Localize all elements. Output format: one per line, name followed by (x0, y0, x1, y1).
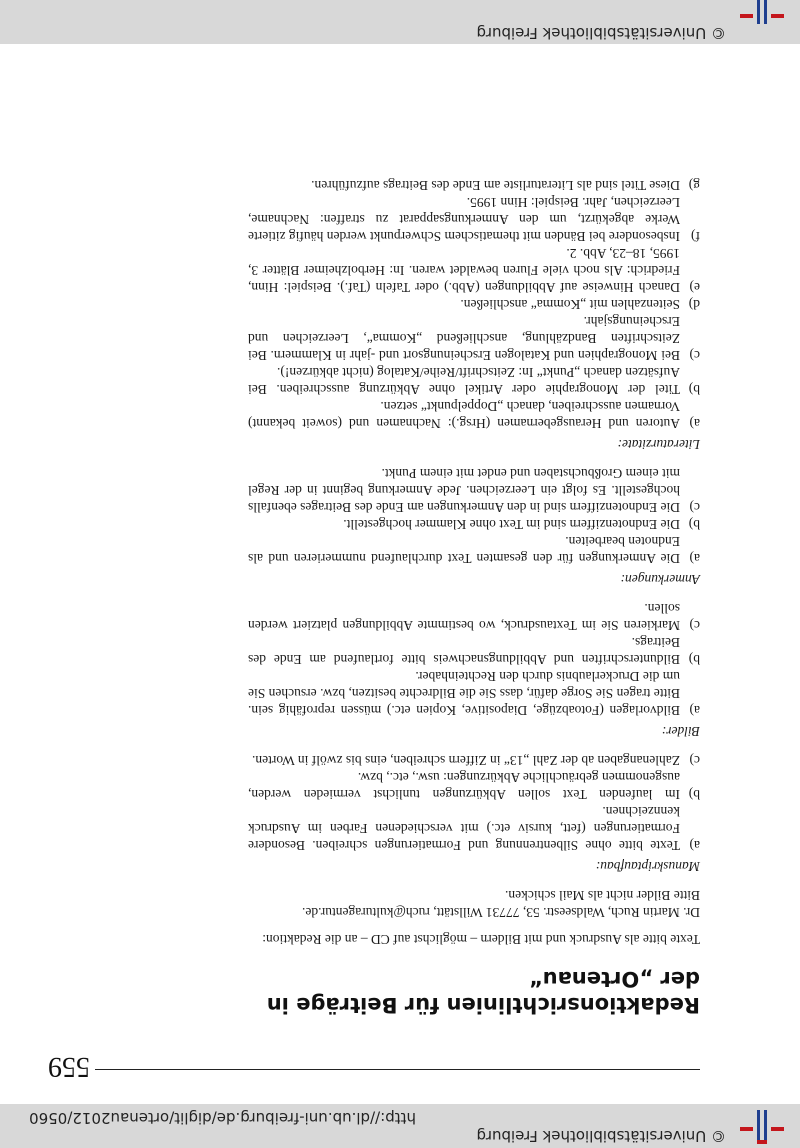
footer-copyright-text: © Universitätsbibliothek Freiburg (476, 24, 726, 42)
section-heading: Literaturzitate: (617, 437, 700, 452)
list-item: c) Zahlenangaben ab der Zahl „13“ in Ziffern schreiben, eins bis zwölf in Worten. (251, 753, 700, 768)
list-item: c) Markieren Sie im Textausdruck, wo bestimmte Abbildungen platziert werden sollen. (248, 601, 700, 633)
university-logo-icon (740, 1110, 784, 1144)
section-heading: Manuskriptaufbau: (595, 859, 700, 874)
intro-note: Bitte Bilder nicht als Mail schicken. (505, 888, 700, 903)
page-number: 559 (48, 1051, 90, 1082)
page-title: Redaktionsrichtlinien für Beiträge in der „Ortenau“ (266, 967, 700, 1017)
intro-address: Dr. Martin Ruch, Waldseestr. 53, 77731 Willstätt, ruch@kulturagentur.de. (302, 905, 700, 920)
list-item: e) Danach Hinweise auf Abbildungen (Abb.) oder Tafeln (Taf.). Beispiel: Hinn, Friedrich: Als noch viele Fluren bewaldet waren. In: Herbolzheimer Blätter 3, 1995, 18–23, Abb. 2. (248, 246, 700, 295)
list-item: a) Texte bitte ohne Silbentrennung und Formatierungen schreiben. Besondere Formatierungen (fett, kursiv etc.) mit verschiedenen Farben im Ausdruck kennzeichnen. (248, 804, 700, 853)
list-item: a) Bildvorlagen (Fotoabzüge, Diapositive, Kopien etc.) müssen reprofähig sein. Bitte tragen Sie Sorge dafür, dass Sie die Bildrechte besitzen, bzw. ersuchen Sie um die Druckerlaubnis durch den Rechteinhaber. (248, 669, 700, 718)
list-item: a) Die Anmerkungen für den gesamten Text durchlaufend nummerieren und als Endnoten bearbeiten. (248, 534, 700, 566)
header-rule (95, 1069, 700, 1070)
list-item: g) Diese Titel sind als Literaturliste am Ende des Beitrags aufzuführen. (311, 178, 700, 193)
document-url-link[interactable]: http://dl.ub.uni-freiburg.de/diglit/ortenau2012/0560 (29, 1109, 416, 1127)
viewer-footer-bar (0, 0, 800, 44)
section-heading: Anmerkungen: (620, 572, 700, 587)
list-item: a) Autoren und Herausgebernamen (Hrsg.): Nachnamen und (soweit bekannt) Vornamen ausschreiben, danach „Doppelpunkt“ setzen. (248, 399, 700, 431)
list-item: d) Seitenzahlen mit „Komma“ anschließen. (460, 297, 700, 312)
viewer-header-bar (0, 1104, 800, 1148)
list-item: c) Bei Monographien und Katalogen Erscheinungsort und -jahr in Klammern. Bei Zeitschriften Bandzählung, anschließend „Komma“, Leerzeichen und Erscheinungsjahr. (248, 314, 700, 363)
list-item: b) Bildunterschriften und Abbildungsnachweis bitte fortlaufend am Ende des Beitrags. (248, 635, 700, 667)
copyright-text: © Universitätsbibliothek Freiburg (476, 1127, 726, 1145)
university-logo-icon (740, 0, 784, 24)
list-item: b) Die Endnotenziffern sind im Text ohne Klammer hochgestellt. (343, 517, 700, 532)
section-heading: Bilder: (661, 724, 700, 739)
list-item: b) Im laufenden Text sollen Abkürzungen tunlichst vermieden werden, ausgenommen gebräuchliche Abkürzungen: usw., etc., bzw. (248, 770, 700, 802)
list-item: f) Insbesondere bei Bänden mit thematischem Schwerpunkt werden häufig zitierte Werke abgekürzt, um den Anmerkungsapparat zu straffen: Nachname, Leerzeichen, Jahr. Beispiel: Hinn 1995. (248, 195, 700, 244)
intro-paragraph: Texte bitte als Ausdruck und mit Bildern – möglichst auf CD – an die Redaktion: (262, 932, 700, 947)
list-item: b) Titel der Monographie oder Artikel ohne Abkürzung ausschreiben. Bei Aufsätzen danach „Punkt“ In: Zeitschrift/Reihe/Katalog (nicht abkürzen!). (248, 365, 700, 397)
page-body (248, 177, 700, 1018)
list-item: c) Die Endnotenziffern sind in den Anmerkungen am Ende des Beitrages ebenfalls hochgestellt. Es folgt ein Leerzeichen. Jede Anmerkung beginnt in der Regel mit einem Großbuchstaben und endet mit einem Punkt. (248, 466, 700, 515)
